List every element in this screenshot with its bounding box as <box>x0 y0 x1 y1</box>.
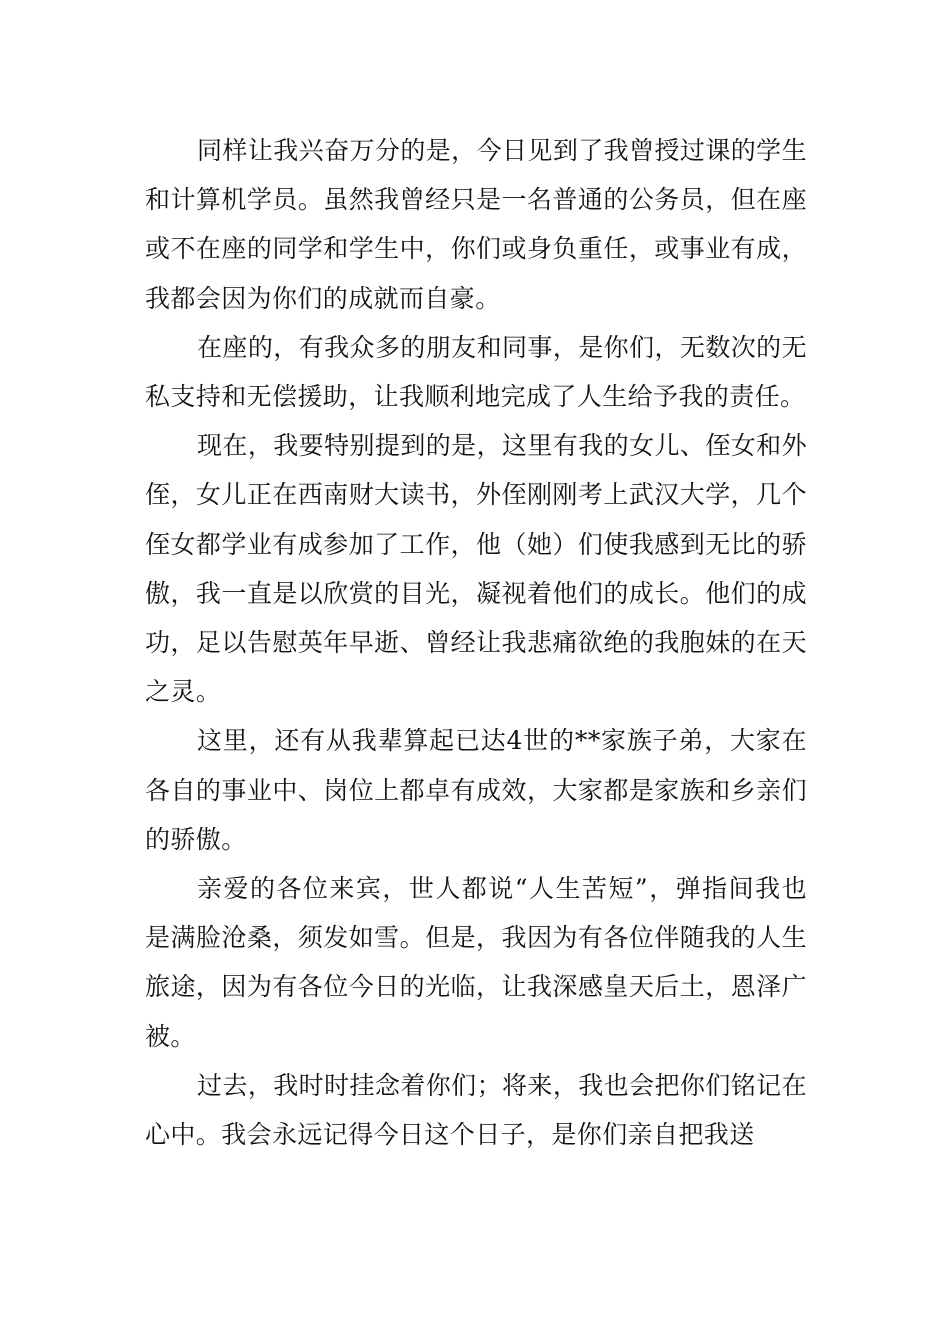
paragraph-3: 现在，我要特别提到的是，这里有我的女儿、侄女和外侄，女儿正在西南财大读书，外侄刚刚考上武汉大学，几个侄女都学业有成参加了工作，他（她）们使我感到无比的骄傲，我一直是以欣赏的目光，凝视着他们的成长。他们的成功，足以告慰英年早逝、曾经让我悲痛欲绝的我胞妹的在天之灵。 <box>145 431 807 707</box>
paragraph-4: 这里，还有从我辈算起已达4世的**家族子弟，大家在各自的事业中、岗位上都卓有成效，大家都是家族和乡亲们的骄傲。 <box>145 726 807 854</box>
document-body <box>145 126 807 1159</box>
paragraph-2: 在座的，有我众多的朋友和同事，是你们，无数次的无私支持和无偿援助，让我顺利地完成了人生给予我的责任。 <box>145 332 807 412</box>
paragraph-6: 过去，我时时挂念着你们；将来，我也会把你们铭记在心中。我会永远记得今日这个日子，是你们亲自把我送 <box>145 1070 807 1150</box>
paragraph-1: 同样让我兴奋万分的是，今日见到了我曾授过课的学生和计算机学员。虽然我曾经只是一名普通的公务员，但在座或不在座的同学和学生中，你们或身负重任，或事业有成，我都会因为你们的成就而自豪。 <box>145 136 807 313</box>
paragraph-5: 亲爱的各位来宾，世人都说“人生苦短”，弹指间我也是满脸沧桑，须发如雪。但是，我因为有各位伴随我的人生旅途，因为有各位今日的光临，让我深感皇天后土，恩泽广被。 <box>145 874 807 1051</box>
